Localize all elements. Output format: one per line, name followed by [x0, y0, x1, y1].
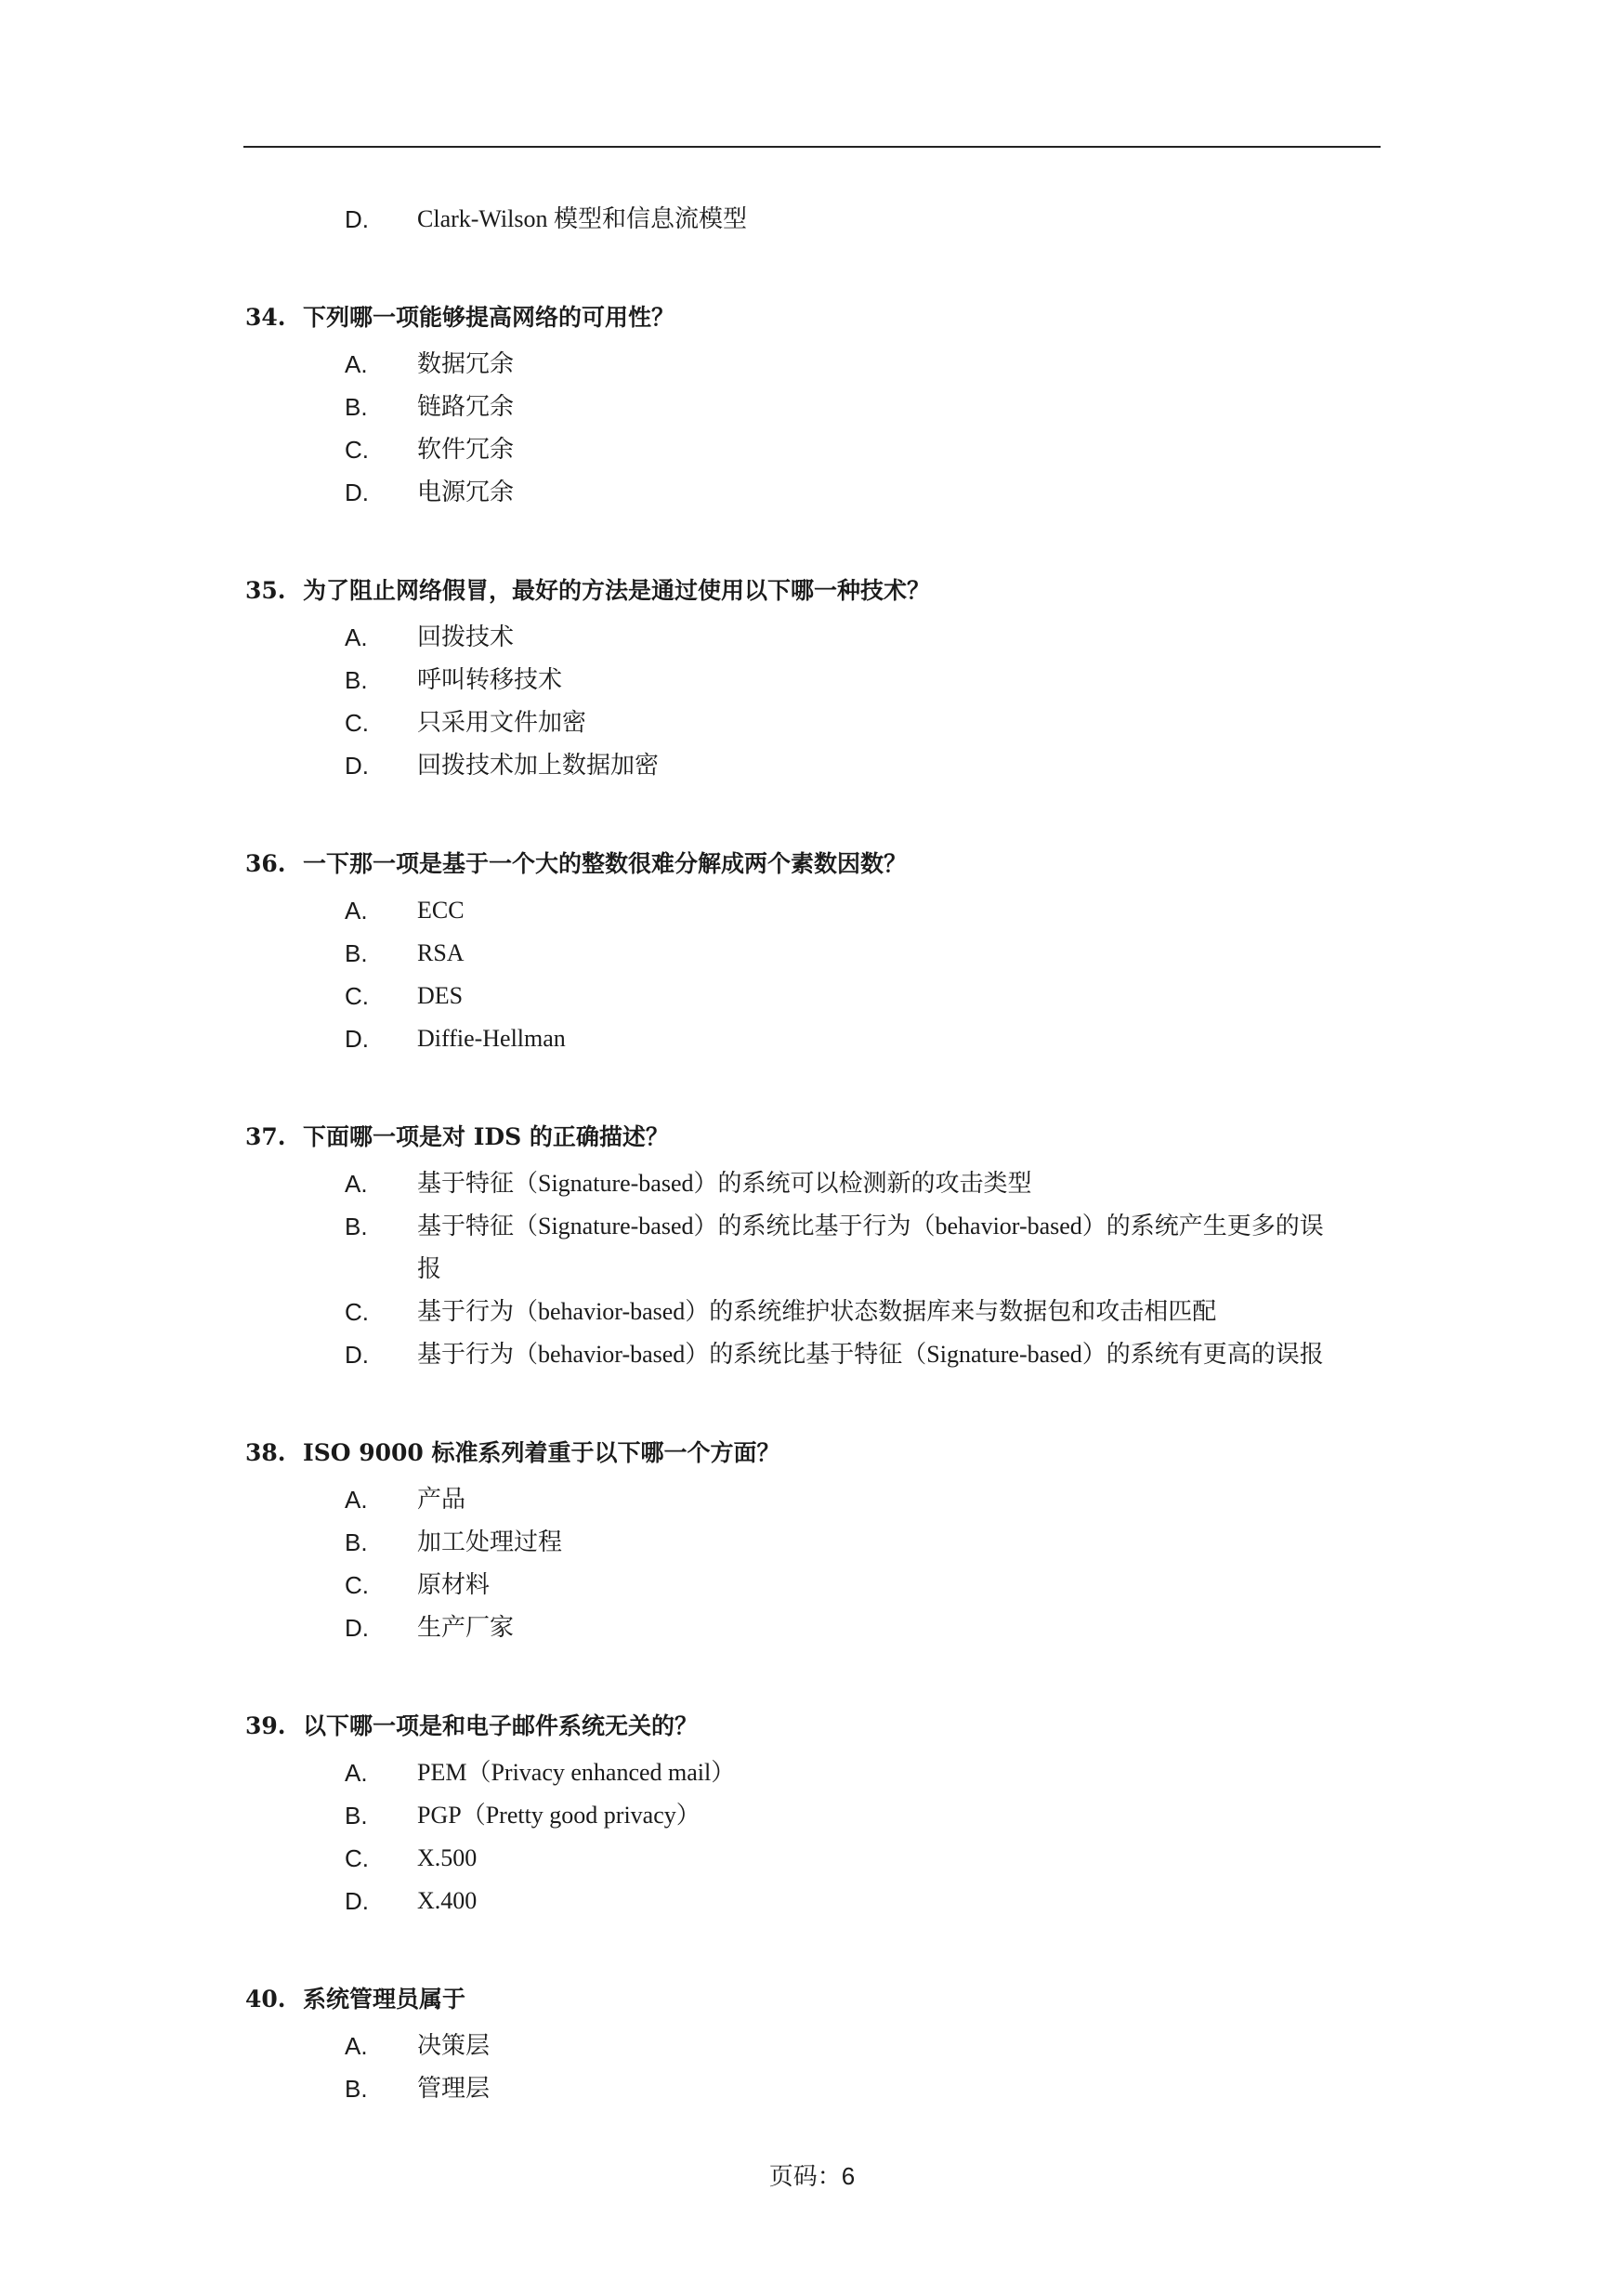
option-text: 链路冗余	[417, 393, 515, 420]
option-text: 呼叫转移技术	[417, 666, 563, 693]
option-text: 基于特征（Signature-based）的系统比基于行为（behavior-based）的系统产生更多的误	[417, 1213, 1324, 1239]
question-text: ISO 9000 标准系列着重于以下哪一个方面？	[303, 1439, 780, 1466]
option-text: 软件冗余	[417, 436, 515, 463]
option-text: Clark-Wilson 模型和信息流模型	[417, 205, 747, 232]
option-text: 回拨技术加上数据加密	[417, 752, 660, 779]
option-letter: D.	[345, 205, 369, 233]
option-text: 基于特征（Signature-based）的系统可以检测新的攻击类型	[417, 1170, 1032, 1197]
option-letter: A.	[345, 1170, 368, 1198]
question-40	[245, 1981, 465, 2018]
question-number: 39.	[245, 1712, 286, 1739]
option-letter: D.	[345, 479, 369, 506]
option-letter: B.	[345, 1802, 368, 1830]
question-text: 以下哪一项是和电子邮件系统无关的？	[303, 1712, 699, 1739]
question-38	[245, 1435, 780, 1472]
option-letter: A.	[345, 623, 368, 651]
option-letter: B.	[345, 393, 368, 421]
option-text: 基于行为（behavior-based）的系统维护状态数据库来与数据包和攻击相匹配	[417, 1298, 1217, 1325]
question-text: 下列哪一项能够提高网络的可用性？	[303, 304, 675, 331]
option-letter: A.	[345, 897, 368, 925]
header-rule	[243, 146, 1381, 148]
question-text: 下面哪一项是对 IDS 的正确描述？	[303, 1123, 669, 1150]
question-text: 一下那一项是基于一个大的整数很难分解成两个素数因数？	[303, 850, 908, 877]
option-text: Diffie-Hellman	[417, 1025, 566, 1052]
option-letter: C.	[345, 982, 369, 1010]
question-number: 34.	[245, 304, 286, 331]
question-34	[245, 299, 674, 336]
question-number: 35.	[245, 577, 286, 604]
option-letter: D.	[345, 1341, 369, 1369]
option-letter: D.	[345, 1887, 369, 1915]
page-footer	[0, 2157, 1624, 2192]
option-text: 加工处理过程	[417, 1528, 563, 1555]
question-39	[245, 1708, 698, 1745]
question-number: 38.	[245, 1439, 286, 1466]
option-text: 产品	[417, 1486, 466, 1513]
option-letter: A.	[345, 1486, 368, 1514]
page-label: 页码：	[768, 2163, 842, 2190]
option-text: 生产厂家	[417, 1614, 515, 1641]
question-37	[245, 1119, 669, 1156]
page-number: 6	[841, 2162, 856, 2190]
option-letter: C.	[345, 1844, 369, 1872]
option-text: 回拨技术	[417, 623, 515, 650]
option-letter: C.	[345, 709, 369, 737]
option-letter: D.	[345, 752, 369, 780]
option-letter: B.	[345, 2075, 368, 2103]
question-36	[245, 846, 907, 883]
option-letter: B.	[345, 939, 368, 967]
option-letter: B.	[345, 666, 368, 694]
option-letter: B.	[345, 1528, 368, 1556]
option-letter: D.	[345, 1614, 369, 1642]
question-35	[245, 572, 930, 610]
option-text: X.400	[417, 1887, 478, 1914]
option-letter: A.	[345, 2032, 368, 2060]
option-text: DES	[417, 982, 464, 1009]
option-text: ECC	[417, 897, 465, 924]
option-letter: C.	[345, 1298, 369, 1326]
question-number: 36.	[245, 850, 286, 877]
option-text: 基于行为（behavior-based）的系统比基于特征（Signature-based）的系统有更高的误报	[417, 1341, 1324, 1368]
option-text: 决策层	[417, 2032, 491, 2059]
question-text: 系统管理员属于	[303, 1986, 466, 2013]
option-letter: A.	[345, 1759, 368, 1787]
option-letter: C.	[345, 436, 369, 464]
option-text: 管理层	[417, 2075, 491, 2102]
option-text: 只采用文件加密	[417, 709, 587, 736]
option-text: RSA	[417, 939, 465, 966]
option-text: X.500	[417, 1844, 478, 1871]
question-number: 40.	[245, 1986, 286, 2013]
option-letter: A.	[345, 350, 368, 378]
question-number: 37.	[245, 1123, 286, 1150]
question-text: 为了阻止网络假冒，最好的方法是通过使用以下哪一种技术？	[303, 577, 931, 604]
option-text: 原材料	[417, 1571, 491, 1598]
option-text: 数据冗余	[417, 350, 515, 377]
option-letter: B.	[345, 1213, 368, 1240]
option-37-b-continuation: 报	[417, 1255, 442, 1282]
option-letter: D.	[345, 1025, 369, 1053]
option-text: PEM（Privacy enhanced mail）	[417, 1759, 736, 1786]
option-letter: C.	[345, 1571, 369, 1599]
option-text: PGP（Pretty good privacy）	[417, 1802, 701, 1829]
option-text: 电源冗余	[417, 479, 515, 505]
